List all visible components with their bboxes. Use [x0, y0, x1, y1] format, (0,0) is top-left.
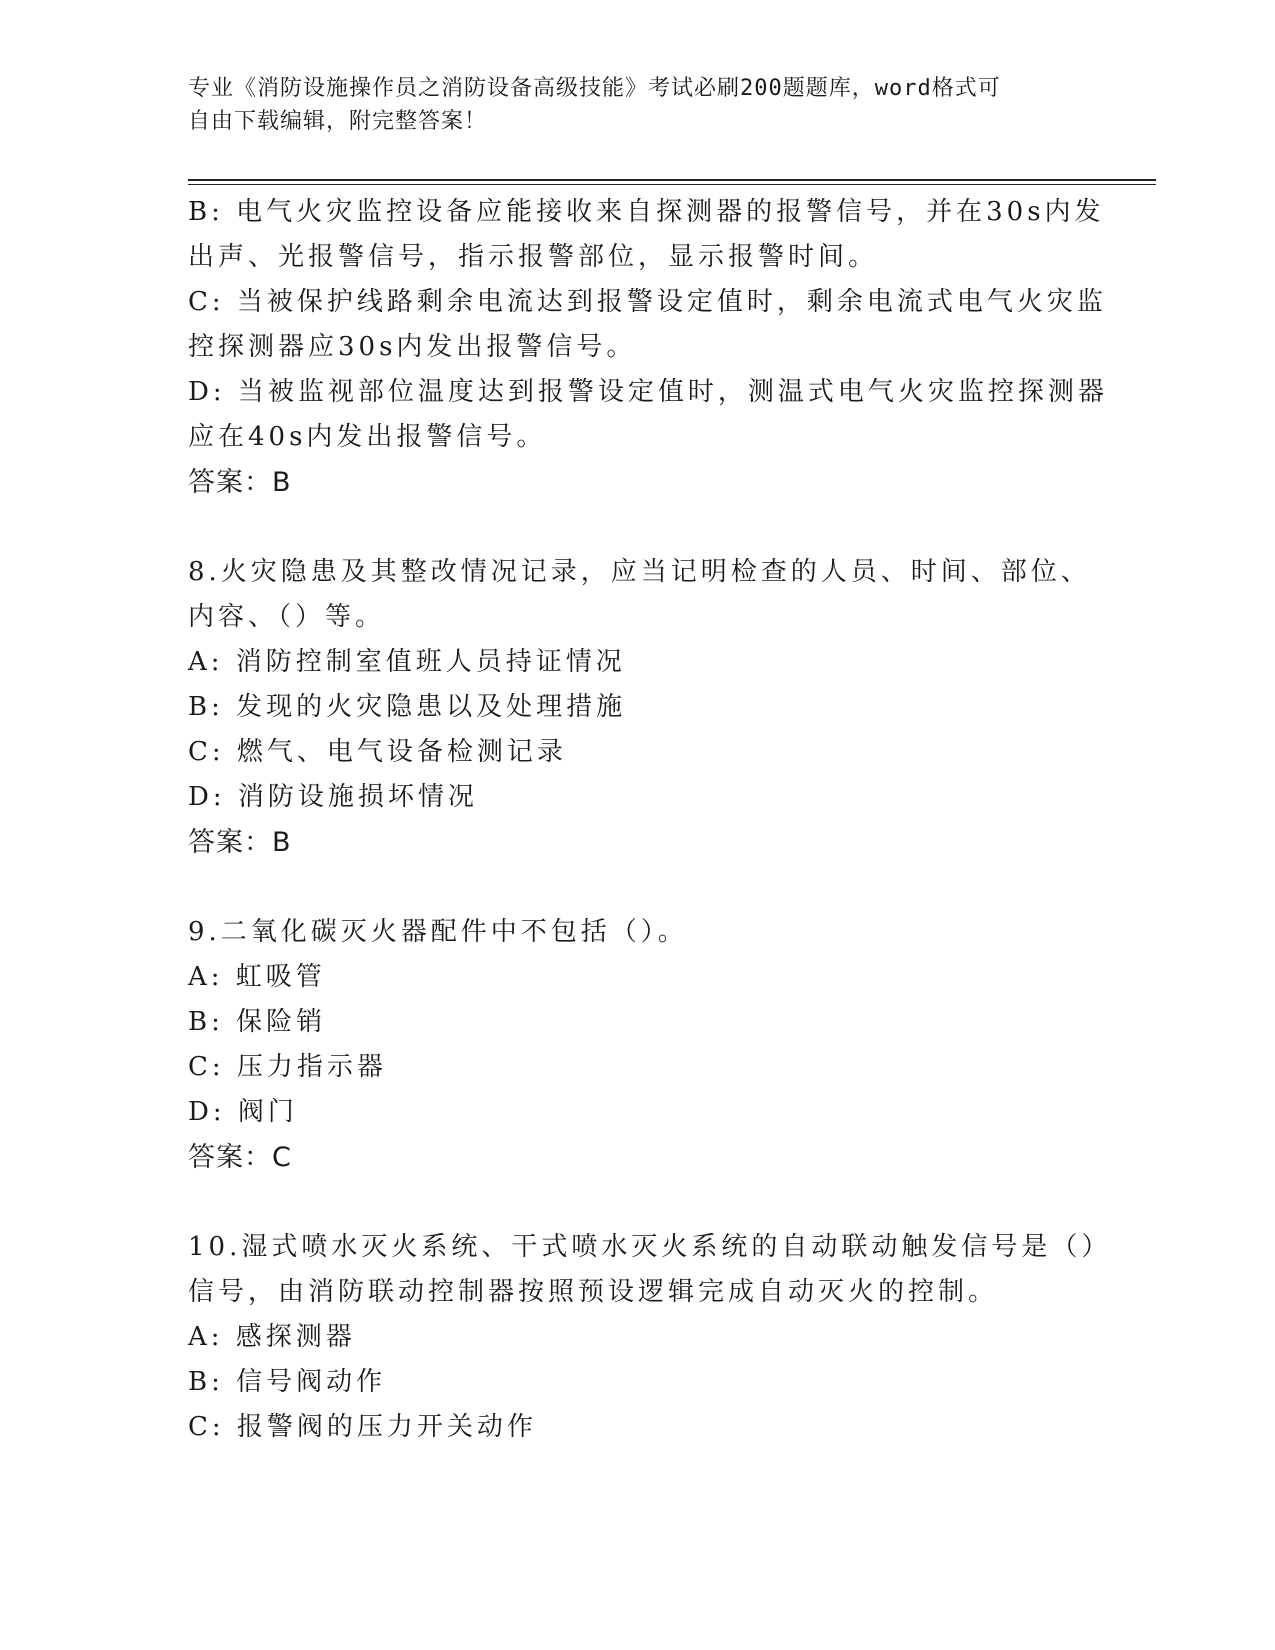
spacer [188, 1180, 1088, 1225]
document-header [188, 72, 1088, 138]
document-body [188, 190, 1112, 1450]
q9-option-a: A: 虹吸管 [188, 962, 326, 992]
header-divider-thin [188, 184, 1156, 185]
q10-option-c: C: 报警阀的压力开关动作 [188, 1412, 537, 1442]
q7-option-c-line-2: 控探测器应30s内发出报警信号。 [188, 332, 637, 362]
q9-option-c: C: 压力指示器 [188, 1052, 387, 1082]
q7-option-b-line-2: 出声、光报警信号，指示报警部位，显示报警时间。 [188, 242, 879, 272]
q7-option-b-line-1: B: 电气火灾监控设备应能接收来自探测器的报警信号，并在30s内发 [188, 197, 1105, 227]
q8-option-d: D: 消防设施损坏情况 [188, 782, 478, 812]
q9-option-b: B: 保险销 [188, 1007, 327, 1037]
header-divider-thick [188, 179, 1156, 181]
q10-option-b: B: 信号阀动作 [188, 1367, 387, 1397]
q8-answer: 答案：B [188, 827, 292, 858]
q8-option-c: C: 燃气、电气设备检测记录 [188, 737, 567, 767]
q9-option-d: D: 阀门 [188, 1097, 298, 1127]
q8-stem-line-1: 8.火灾隐患及其整改情况记录，应当记明检查的人员、时间、部位、 [188, 557, 1091, 587]
q7-answer: 答案：B [188, 467, 292, 498]
question-9 [188, 910, 1088, 1180]
question-10 [188, 1225, 1112, 1450]
spacer [188, 865, 1088, 910]
header-line-1: 专业《消防设施操作员之消防设备高级技能》考试必刷200题题库，word格式可 [188, 76, 1001, 101]
q9-answer: 答案：C [188, 1142, 292, 1173]
q9-stem: 9.二氧化碳灭火器配件中不包括（）。 [188, 917, 688, 947]
header-line-2: 自由下载编辑，附完整答案！ [188, 109, 488, 134]
question-7-continued [188, 190, 1108, 505]
q10-stem-line-2: 信号，由消防联动控制器按照预设逻辑完成自动灭火的控制。 [188, 1277, 999, 1307]
q7-option-d-line-1: D: 当被监视部位温度达到报警设定值时，测温式电气火灾监控探测器 [188, 377, 1108, 407]
q7-option-d-line-2: 应在40s内发出报警信号。 [188, 422, 547, 452]
q8-option-b: B: 发现的火灾隐患以及处理措施 [188, 692, 627, 722]
q8-option-a: A: 消防控制室值班人员持证情况 [188, 647, 626, 677]
question-8 [188, 550, 1091, 865]
spacer [188, 505, 1088, 550]
q10-stem-line-1: 10.湿式喷水灭火系统、干式喷水灭火系统的自动联动触发信号是（） [188, 1232, 1112, 1262]
q7-option-c-line-1: C: 当被保护线路剩余电流达到报警设定值时，剩余电流式电气火灾监 [188, 287, 1107, 317]
q10-option-a: A: 感探测器 [188, 1322, 356, 1352]
q8-stem-line-2: 内容、（）等。 [188, 602, 386, 632]
